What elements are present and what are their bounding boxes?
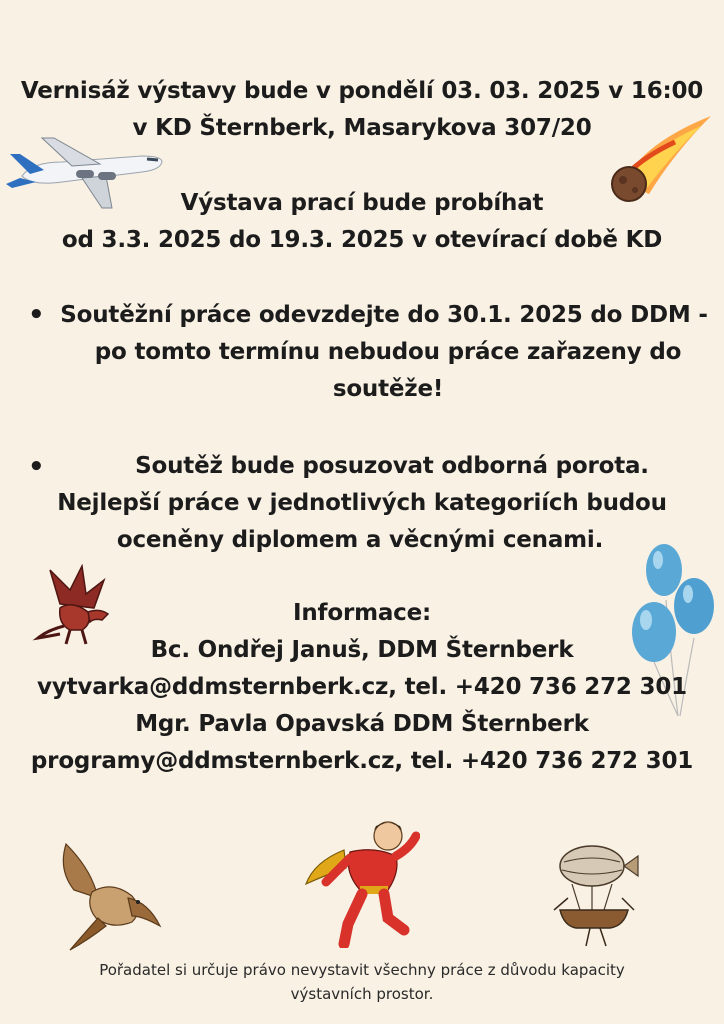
- bullet-2-line-2: Nejlepší práce v jednotlivých kategoriích budou: [57, 490, 667, 516]
- contact-2-details: programy@ddmsternberk.cz, tel. +420 736 272 301: [30, 748, 694, 774]
- footer-line-2: výstavních prostor.: [290, 985, 434, 1003]
- airship-icon: [550, 840, 642, 950]
- contact-1-details: vytvarka@ddmsternberk.cz, tel. +420 736 272 301: [37, 674, 687, 700]
- bullet-2-line-3: oceněny diplomem a věcnými cenami.: [116, 527, 604, 553]
- duration-line-1: Výstava prací bude probíhat: [180, 190, 544, 216]
- opening-line-1: Vernisáž výstavy bude v pondělí 03. 03. 2025 v 16:00: [20, 78, 704, 104]
- bullet-1-line-2: po tomto termínu nebudou práce zařazeny do: [94, 339, 682, 365]
- bullet-2-symbol: •: [28, 452, 45, 482]
- footer-line-1: Pořadatel si určuje právo nevystavit všechny práce z důvodu kapacity: [99, 961, 625, 979]
- sparrow-icon: [52, 840, 164, 954]
- bullet-1-line-3: soutěže!: [332, 376, 444, 402]
- bullet-1-symbol: •: [28, 300, 45, 330]
- bullet-2-line-1: Soutěž bude posuzovat odborná porota.: [135, 453, 649, 479]
- superhero-icon: [304, 812, 420, 948]
- duration-line-2: od 3.3. 2025 do 19.3. 2025 v otevírací době KD: [61, 227, 663, 253]
- opening-line-2: v KD Šternberk, Masarykova 307/20: [132, 115, 592, 141]
- bullet-1-line-1: Soutěžní práce odevzdejte do 30.1. 2025 do DDM -: [60, 302, 708, 328]
- contact-2-name: Mgr. Pavla Opavská DDM Šternberk: [135, 711, 589, 737]
- contact-1-name: Bc. Ondřej Januš, DDM Šternberk: [150, 637, 574, 663]
- info-heading: Informace:: [293, 600, 431, 626]
